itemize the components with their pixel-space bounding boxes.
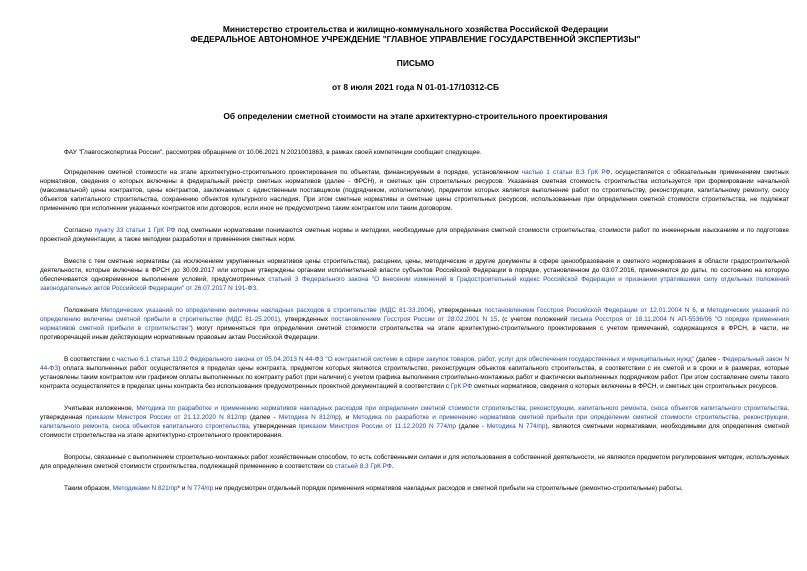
- paragraph-text: , утвержденных: [280, 316, 332, 323]
- link-methodology-profit[interactable]: Методика по разработке и применению нормативов сметной прибыли при определении сметной стоимости строительства, реконструкции, капитального ремонта, сноса объектов капитального строительства: [40, 414, 789, 430]
- paragraph-text: * и: [177, 485, 188, 492]
- link-methodology-812[interactable]: Методика N 812/пр: [278, 414, 339, 421]
- paragraph-text: сметных нормативов, сведения о которых включены в ФРСН, и сметных цен строительных ресурсов.: [472, 383, 778, 390]
- paragraph-text: В соответствии с: [64, 356, 117, 363]
- paragraph-text: , (с учетом положений: [497, 316, 571, 323]
- ministry-heading: Министерство строительства и жилищно-коммунального хозяйства Российской Федерации: [222, 24, 609, 34]
- paragraph-conclusion: [40, 484, 789, 493]
- paragraph-text: (далее -: [694, 356, 723, 363]
- document-date-number: от 8 июля 2021 года N 01-01-17/10312-СБ: [332, 82, 499, 92]
- paragraph-text: , утвержденных: [433, 307, 485, 314]
- paragraph-text: (далее -: [455, 423, 487, 430]
- paragraph-text: (далее -: [246, 414, 279, 421]
- link-grk-8-3[interactable]: частью 1 статьи 8.3 ГрК РФ: [521, 169, 611, 176]
- paragraph-text: , осуществляется с обязательным применением сметных нормативов, сведения о которых включены в федеральный реестр сметных нормативов (далее - ФРСН), и сметных цен строительных ресурсов. Указанная сметная стоимость строительства используется при формировании начальной (максимальной) цены контрактов, цены контрактов, заключаемых с единственным поставщиком (подрядчиком, исполнителем), предметом которых является выполнение работ по строительству, реконструкции, капитальному ремонту, сносу объектов капитального строительства, сохранению объектов культурного наследия. При этом сметные нормативы и сметные цены строительных ресурсов, использованные при определении сметной стоимости строительства, не подлежат применению при исполнении указанных контрактов или договоров, если иное не предусмотрено таким контрактом или таким договором.: [40, 169, 789, 212]
- paragraph-estimate-definition: [40, 168, 789, 213]
- paragraph-44fz: [40, 355, 789, 391]
- link-mds-81-25[interactable]: Методических указаний по определению величины сметной прибыли в строительстве (МДС 81-25.2001): [40, 307, 790, 323]
- paragraph-text: ) могут применяться при определении сметной стоимости строительства на этапе архитектурно-строительного проектирования с учетом примечаний, содержащихся в ФРСН, в части, не противоречащей иным действующим нормативным правовым актам Российской Федерации.: [40, 325, 789, 341]
- paragraph-text: .: [391, 463, 394, 470]
- paragraph-frsn: [40, 257, 789, 293]
- link-order-812[interactable]: приказом Минстроя России от 21.12.2020 N 812/пр: [85, 414, 247, 421]
- paragraph-text: под сметными нормативами понимаются сметные нормы и методики, необходимые для определения сметной стоимости строительства, стоимости работ по инженерным изысканиям и по подготовке проектной документации, а также методики разработки и применения сметных норм.: [40, 227, 789, 243]
- link-gosstroy-6[interactable]: постановлением Госстроя Российской Федерации от 12.01.2004 N 6: [484, 307, 696, 314]
- paragraph-text: , утвержденная: [248, 423, 299, 430]
- paragraph-methodologies: [40, 404, 789, 440]
- link-44fz-110-2[interactable]: частью 6.1 статьи 110.2 Федерального закона от 05.04.2013 N 44-ФЗ "О контрактной системе в сфере закупок товаров, работ, услуг для обеспечения государственных и муниципальных нужд": [116, 356, 695, 363]
- paragraph-text: Положения: [64, 307, 101, 314]
- link-gosstroy-15[interactable]: постановлением Госстроя России от 28.02.2001 N 15: [331, 316, 498, 323]
- paragraph-text: Определение сметной стоимости на этапе архитектурно-строительного проектирования по объектам, финансируемым в порядке, установленном: [64, 169, 522, 176]
- paragraph-text: , утвержденная: [40, 405, 789, 421]
- link-44fz[interactable]: Федеральный закон N 44-ФЗ: [40, 356, 789, 372]
- paragraph-text: ФАУ "Главгосэкспертиза России", рассмотрев обращение от 10.06.2021 N 2021001863, в рамках своей компетенции сообщает следующее.: [64, 149, 482, 156]
- link-mds-81-33[interactable]: Методических указаний по определению величины накладных расходов в строительстве (МДС 81-33.2004): [100, 307, 434, 314]
- paragraph-intro: [40, 148, 789, 157]
- link-grk[interactable]: ГрК РФ: [450, 383, 473, 390]
- paragraph-text: ), являются сметными нормативами, необходимыми для определения сметной стоимости строительства на этапе архитектурно-строительного проектирования.: [40, 423, 789, 439]
- paragraph-mds: [40, 306, 789, 342]
- institution-heading: ФЕДЕРАЛЬНОЕ АВТОНОМНОЕ УЧРЕЖДЕНИЕ "ГЛАВНОЕ УПРАВЛЕНИЕ ГОСУДАРСТВЕННОЙ ЭКСПЕРТИЗЫ": [190, 34, 641, 44]
- link-methodologies-821[interactable]: Методиками N 821/пр: [112, 485, 178, 492]
- paragraph-text: ) оплата выполненных работ осуществляется в пределах цены контракта, предметом которых являются строительство, реконструкция объектов капитального строительства, в соответствии с их сметой и в сроки и в размерах, которые установлены таким контрактом или графиком оплаты выполненных по контракту работ (при наличии) с учетом графика выполнения строительно-монтажных работ и фактически выполненных подрядчиком работ. При этом составление сметы такого контракта осуществляется в пределах цены контракта без использования предусмотренных проектной документацией в соответствии с: [40, 365, 789, 390]
- link-order-774[interactable]: приказом Минстроя России от 11.12.2020 N 774/пр: [298, 423, 456, 430]
- paragraph-text: .: [256, 285, 259, 292]
- paragraph-text: ), и: [338, 414, 353, 421]
- link-methodology-774[interactable]: Методика N 774/пр: [486, 423, 546, 430]
- paragraph-text: , и: [695, 307, 707, 314]
- paragraph-text: Согласно: [64, 227, 95, 234]
- paragraph-text: Вместе с тем сметные нормативы (за исключением укрупненных нормативов цены строительства), расценки, цены, методические и другие документы в сфере ценообразования и сметного нормирования в области градостроительной деятельности, которые включены в ФРСН до 30.09.2017 или которые утверждены органами исполнительной власти субъектов Российской Федерации в порядке, установленном до 03.07.2016, применяются до даты, по состоянию на которую обеспечивается одновременное выполнение условий, предусмотренных: [40, 258, 789, 283]
- link-774[interactable]: N 774/пр: [187, 485, 214, 492]
- document-type: ПИСЬМО: [396, 58, 435, 68]
- paragraph-text: Учитывая изложенное,: [64, 405, 137, 412]
- link-rosstroy-letter[interactable]: письма Росстроя от 18.11.2004 N АП-5536/06 "О порядке применения нормативов сметной прибыли в строительстве": [40, 316, 789, 332]
- document-subject: Об определении сметной стоимости на этапе архитектурно-строительного проектирования: [223, 111, 608, 121]
- link-methodology-overheads[interactable]: Методика по разработке и применению нормативов накладных расходов при определении сметной стоимости строительства, реконструкции, капитального ремонта, сноса объектов капитального строительства: [136, 405, 788, 412]
- paragraph-economic-method: [40, 453, 789, 471]
- link-grk-8-3-b[interactable]: статьей 8.3 ГрК РФ: [334, 463, 392, 470]
- paragraph-text: не предусмотрен отдельный порядок применения нормативов накладных расходов и сметной прибыли на строительные (ремонтно-строительные) работы,: [213, 485, 683, 492]
- paragraph-text: Вопросы, связанные с выполнением строительно-монтажных работ хозяйственным способом, то есть собственными силами и для использования в собственной деятельности, не являются предметом регулирования методик, используемых для определения сметной стоимости строительства, подлежащей применению в соответствии со: [40, 454, 789, 470]
- link-grk-1-33[interactable]: пункту 33 статьи 1 ГрК РФ: [94, 227, 176, 234]
- link-191-fz[interactable]: статьей 3 Федерального закона "О внесении изменений в Градостроительный кодекс Российской Федерации и признании утратившими силу отдельных положений законодательных актов Российской Федерации" от 26.07.2017 N 191-ФЗ: [40, 276, 790, 292]
- paragraph-text: Таким образом,: [64, 485, 113, 492]
- paragraph-estimate-norms: [40, 226, 789, 244]
